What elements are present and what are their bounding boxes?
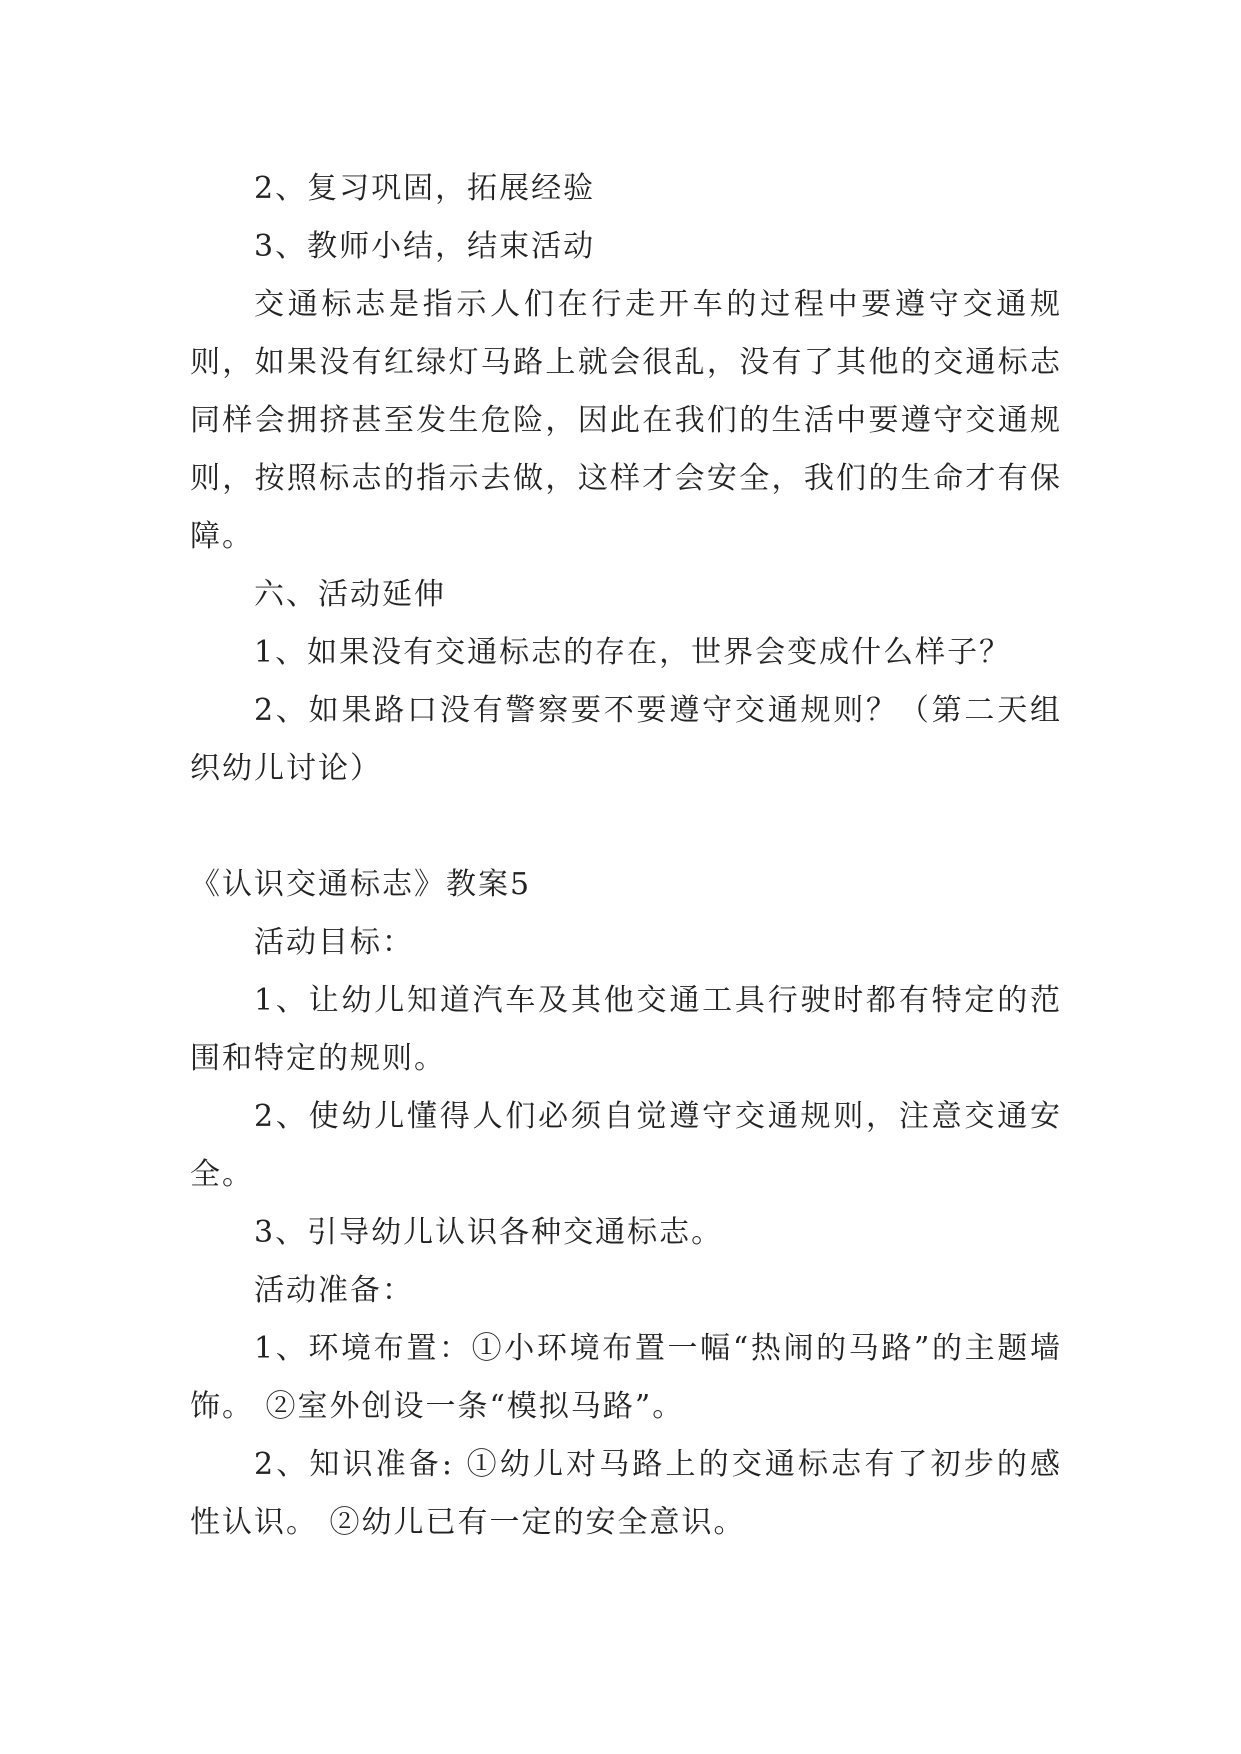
paragraph: 1、如果没有交通标志的存在，世界会变成什么样子？ xyxy=(254,635,1012,670)
paragraph: 3、引导幼儿认识各种交通标志。 xyxy=(254,1215,724,1250)
paragraph: 2、如果路口没有警察要不要遵守交通规则？（第二天组织幼儿讨论） xyxy=(190,693,1062,786)
paragraph: 3、教师小结，结束活动 xyxy=(254,229,596,264)
paragraph: 2、知识准备: ①幼儿对马路上的交通标志有了初步的感性认识。 ②幼儿已有一定的安全意识。 xyxy=(190,1447,1062,1540)
paragraph: 活动目标： xyxy=(254,925,414,960)
paragraph: 六、活动延伸 xyxy=(254,577,446,612)
paragraph: 活动准备： xyxy=(254,1273,414,1308)
document-body xyxy=(190,160,1062,1552)
paragraph: 1、让幼儿知道汽车及其他交通工具行驶时都有特定的范围和特定的规则。 xyxy=(190,983,1062,1076)
paragraph: 1、环境布置：①小环境布置一幅“热闹的马路”的主题墙饰。 ②室外创设一条“模拟马路”。 xyxy=(190,1331,1062,1424)
paragraph: 2、复习巩固，拓展经验 xyxy=(254,171,596,206)
paragraph: 2、使幼儿懂得人们必须自觉遵守交通规则，注意交通安全。 xyxy=(190,1099,1062,1192)
section-title: 《认识交通标志》教案5 xyxy=(190,867,532,902)
paragraph: 交通标志是指示人们在行走开车的过程中要遵守交通规则，如果没有红绿灯马路上就会很乱，没有了其他的交通标志同样会拥挤甚至发生危险，因此在我们的生活中要遵守交通规则，按照标志的指示去做，这样才会安全，我们的生命才有保障。 xyxy=(190,287,1062,554)
